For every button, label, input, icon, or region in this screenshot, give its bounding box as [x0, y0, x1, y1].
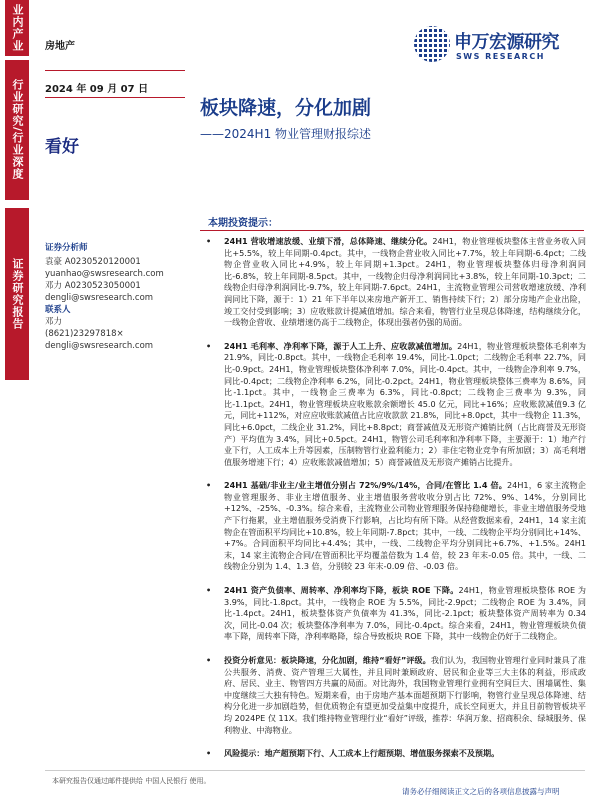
- report-title: 板块降速，分化加剧: [200, 97, 372, 119]
- bullet-text: 我们认为，我国物业管理行业同时兼具了准公共服务、消费、资产管理三大属性，并且同时兼顾政府、居民和企业等三大主体的利益，形成政府、居民、业主、物管四方共赢的局面。对比海外，我国物业管理行业拥有空间巨大、围墙属性、集中度继续三大独有特色。短期来看，由于房地产基本面超预期下行影响，物管行业呈现总体降速、结构分化进一步加剧趋势，但优质物企有望更加受益集中度提升，成长空间更大，并且目前物管板块平均 2024PE 仅 11X。我们维持物业管理行业“看好”评级，推荐：华润万象、招商积余、绿城服务、保利物业、中海物业。: [224, 655, 587, 735]
- footer-disclaimer: 请务必仔细阅读正文之后的各项信息披露与声明: [402, 787, 560, 796]
- left-strip: [0, 0, 34, 800]
- bullet-item: [200, 341, 586, 469]
- bullet-text: 24H1，物业管理板块整体主营业务收入同比+5.5%，较上年同期-0.4pct。其中，一线物企营业收入同比+7.7%，较上年同期-6.4pct；二线物企营业收入同比+4.9%，较上年同期+1.3pct。24H1，物业管理板块整体归母净利润同比-6.8%，较上年同期-8.5pct。其中，一线物企归母净利润同比+3.8%，较上年同期-10.3pct；二线物企归母净利润同比-9.7%，较上年同期-7.6pct。24H1，主流物业管理公司营收增速放缓、净利润同比下降，源于：1）21 年下半年以来房地产新开工、销售持续下行；2）部分房地产企业出险，竣工交付受到影响；3）应收账款计提减值增加。综合来看，物管行业呈现总体降速，结构继续分化，一线物企营收、业绩增速仍高于二线物企，体现出强者仍强的局面。: [224, 236, 586, 328]
- bullet-lead: 24H1 营收增速放缓、业绩下滑，总体降速、继续分化。: [224, 236, 433, 246]
- bullet-lead: 风险提示：地产超预期下行、人工成本上行超预期、增值服务探索不及预期。: [224, 748, 500, 759]
- bullet-lead: 24H1 毛利率、净利率下降，源于人工上升、应收款减值增加。: [224, 340, 458, 351]
- analyst-email[interactable]: dengli@swsresearch.com: [45, 293, 154, 303]
- bullet-dot-icon: •: [206, 655, 212, 665]
- sws-logo: [414, 26, 584, 72]
- summary-body: [200, 236, 586, 772]
- bullet-lead: 24H1 资产负债率、周转率、净利率均下降，板块 ROE 下降。: [224, 585, 459, 596]
- bullet-item: [200, 655, 586, 736]
- bullet-dot-icon: •: [206, 585, 212, 596]
- contact-heading: 联系人: [45, 305, 71, 315]
- analyst-line: 邓力 A0230523050001: [45, 281, 141, 291]
- analyst-panel: [45, 242, 195, 352]
- divider: [200, 230, 584, 231]
- logo-cn-text: 申万宏源研究: [454, 32, 559, 53]
- bullet-dot-icon: •: [206, 748, 212, 759]
- bullet-dot-icon: •: [206, 480, 212, 491]
- bullet-item: [200, 236, 586, 329]
- report-subtitle: ——2024H1 物业管理财报综述: [200, 127, 372, 141]
- bullet-dot-icon: •: [206, 236, 212, 246]
- strip-report-type-label: 行业研究/行业深度: [5, 60, 29, 200]
- logo-en-text: SWS RESEARCH: [456, 52, 545, 61]
- analyst-email[interactable]: yuanhao@swsresearch.com: [45, 269, 164, 279]
- contact-email[interactable]: dengli@swsresearch.com: [45, 341, 154, 351]
- analyst-line: 袁豪 A0230520120001: [45, 257, 141, 267]
- bullet-text: 24H1，物业管理板块整体毛利率为 21.9%，同比-0.8pct。其中，一线物企毛利率 19.4%，同比-1.0pct；二线物企毛利率 22.7%，同比-0.9pct。24H1，物业管理板块整体净利率 7.0%，同比-0.4pct。其中，一线物企净利率 9.7%，同比-0.4pct；二线物企净利率 6.2%，同比-0.2pct。24H1，物业管理板块整体三费率为 8.6%，同比-1.1pct。其中，一线物企三费率为 6.3%，同比-0.8pct；二线物企三费率为 9.3%，同比-1.1pct。24H1，物业管理板块应收账款余额增长 45.0 亿元，同比+16%；应收账款减值9.3 亿元，同比+112%，对应应收账款减值占比应收款款 21.8%，同比+8.0pct，其中一线物企 11.3%，同比+6.0pct，二线企业 31.2%，同比+8.8pct；商誉减值及无形资产摊销比例（占比商誉及无形资产）平均值为 3.4%，同比+0.5pct。24H1，物管公司毛利率和净利率下降，主要源于：1）地产行业下行，人工成本上升等因素，压制物管行业盈利能力；2）非住宅物业竞争有所加剧；3）高毛利增值服务增速下行；4）应收账款减值增加；5）商誉减值及无形资产摊销占比提升。: [224, 340, 586, 467]
- summary-heading: 本期投资提示：: [208, 218, 278, 229]
- bullet-item: [200, 480, 586, 573]
- strip-industry-label: 业内产业: [5, 0, 29, 56]
- rating-label: 看好: [45, 137, 79, 157]
- divider: [45, 70, 185, 71]
- contact-line: 邓力: [45, 317, 63, 327]
- footer-divider: [45, 770, 585, 771]
- contact-phone: (8621)23297818×: [45, 329, 124, 339]
- sector-label: 房地产: [45, 41, 75, 52]
- logo-globe-icon: [414, 26, 450, 62]
- bullet-lead: 投资分析意见：板块降速，分化加剧，维持“看好”评级。: [224, 655, 431, 665]
- strip-research-label: 证券研究报告: [5, 208, 29, 380]
- bullet-dot-icon: •: [206, 340, 212, 351]
- bullet-item: [200, 585, 586, 643]
- analyst-heading: 证券分析师: [45, 243, 88, 253]
- bullet-text: 24H1，物业管理板块整体 ROE 为 3.9%，同比-1.8pct。其中，一线物企 ROE 为 5.5%，同比-2.9pct；二线物企 ROE 为 3.4%，同比-1.4pct。24H1，板块整体资产负债率为 41.3%，同比-2.1pct；板块整体资产周转率为 0.34 次，同比-0.04 次；板块整体净利率为 7.0%，同比-0.4pct。综合来看，24H1，物业管理板块负债率下降，周转率下降，净利率略降，综合导致板块 ROE 下降，其中一线物企仍好于二线物企。: [224, 585, 586, 642]
- bullet-text: 24H1，6 家主流物企物业管理服务、非业主增值服务、业主增值服务营收收分别占比 72%、9%、14%，分别同比+12%、-25%、-0.3%。综合来看，主流物业公司物业管理服务保持稳健增长，非业主增值服务受地产下行拖累，业主增值服务受消费下行影响，占比均有所下降。从经营数据来看，24H1，14 家主流物企在管面积平均同比+10.8%，较上年同期-7.8pct；其中，一线、二线物企平均分别同比+14%、+7%。合同面积平均同比+4.4%；其中，一线、二线物企平均分别同比+6.7%、+1.5%。24H1 末，14 家主流物企合同/在管面积比平均覆盖倍数为 1.4 倍，较 23 年末-0.05 倍。其中，一线、二线物企分别为 1.4、1.3 倍，分别较 23 年末-0.09 倍、-0.03 倍。: [224, 480, 586, 572]
- divider: [45, 97, 185, 98]
- footer-distribution-note: 本研究报告仅通过邮件提供给 中国人民银行 使用。: [52, 777, 211, 785]
- report-date: 2024 年 09 月 07 日: [45, 84, 149, 95]
- bullet-lead: 24H1 基础/非业主/业主增值分别占 72%/9%/14%，合同/在管比 1.4 倍。: [224, 480, 508, 491]
- bullet-item: [200, 748, 586, 760]
